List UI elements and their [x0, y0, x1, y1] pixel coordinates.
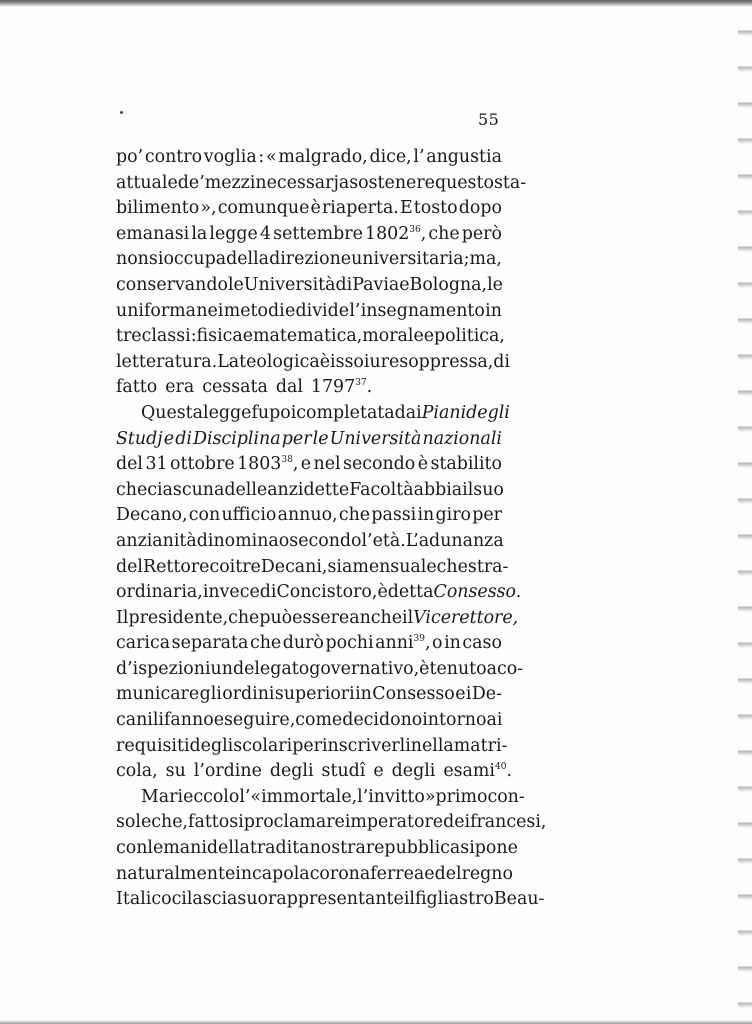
text-line: cani li fanno eseguire, come decidono intorno ai	[116, 710, 503, 731]
text-line: anzianità di nomina o secondo l’ età. L’ adunanza	[116, 530, 504, 551]
text-line: non si occupa della direzione universitaria; ma ,	[116, 249, 502, 270]
footnote-ref: 39	[413, 634, 425, 645]
text-line: emanasi la legge 4 settembre 1802$^{36}$, che però	[116, 223, 502, 244]
text-line: carica separata che durò pochi anni$^{39}$, o in caso	[116, 633, 502, 654]
text-line: Decano, con ufficio annuo, che passi in giro per	[116, 505, 502, 526]
text-line: Ma rieccolo l’« immortale, l’invitto » primo con-	[141, 786, 525, 807]
text-line: fatto era cessata dal 1797$^{37}$.	[116, 377, 373, 398]
text-line: Questa legge fu poi completata dai Piani degli	[141, 402, 510, 423]
text-line: d’ispezioni un delegato governativo, è tenuto a co-	[116, 658, 524, 679]
text-line: con le mani della tradita nostra repubblica si pone	[116, 838, 518, 859]
scan-shadow-bottom	[0, 1020, 752, 1024]
text-line: del Rettore coi tre Decani, sia mensuale che stra-	[116, 556, 509, 577]
body-text	[116, 147, 547, 915]
text-line: che ciascuna delle anzidette Facoltà abbia il suo	[116, 479, 504, 500]
text-line: del 31 ottobre 1803$^{38}$, e nel secondo è stabilito	[116, 454, 502, 475]
text-line: cola, su l’ordine degli studî e degli esami$^{40}$.	[116, 761, 512, 782]
footnote-ref: 37	[355, 378, 367, 389]
text-line: Studj e di Disciplina per le Università nazionali	[116, 428, 502, 449]
text-line: sole che, fattosi proclamare imperatore dei francesi,	[116, 812, 547, 833]
scan-shadow-top	[0, 0, 752, 7]
text-line: tre classi : fisica e matematica, morale e politica,	[116, 326, 505, 347]
text-line: naturalmente in capo la corona ferrea e del regno	[116, 863, 513, 884]
footnote-ref: 36	[409, 224, 421, 235]
text-line: ordinaria, in vece di Concistoro, è detta Consesso.	[116, 582, 522, 603]
page-number: 55	[478, 110, 500, 129]
ink-speck	[120, 111, 123, 114]
text-line: conservando le Università di Pavia e Bologna, le	[116, 274, 503, 295]
footnote-ref: 40	[494, 762, 507, 773]
text-line: municare gli ordini superiori in Consesso e i De-	[116, 684, 502, 705]
text-line: uniforma nei metodi e divide l’ insegnamento in	[116, 300, 502, 321]
text-line: requisiti degli scolari per inscriverli nella matri-	[116, 735, 508, 756]
text-line: Italico ci lascia suo rappresentante il figliastro Beau-	[116, 889, 545, 910]
text-line: attuale de’ mezzi necessarj a sostenere questo sta-	[116, 172, 527, 193]
text-line: Il presidente, che può essere anche il Vicerettore,	[116, 607, 519, 628]
text-line: letteratura. La teologica è issoiure soppressa, di	[116, 351, 510, 372]
text-line: bilimento », comunque è riaperta. E tosto dopo	[116, 198, 502, 219]
scan-shadow-right	[738, 0, 752, 1024]
text-line: po’ contro voglia : « malgrado, dice, l’ angustia	[116, 147, 502, 167]
footnote-ref: 38	[281, 455, 293, 466]
